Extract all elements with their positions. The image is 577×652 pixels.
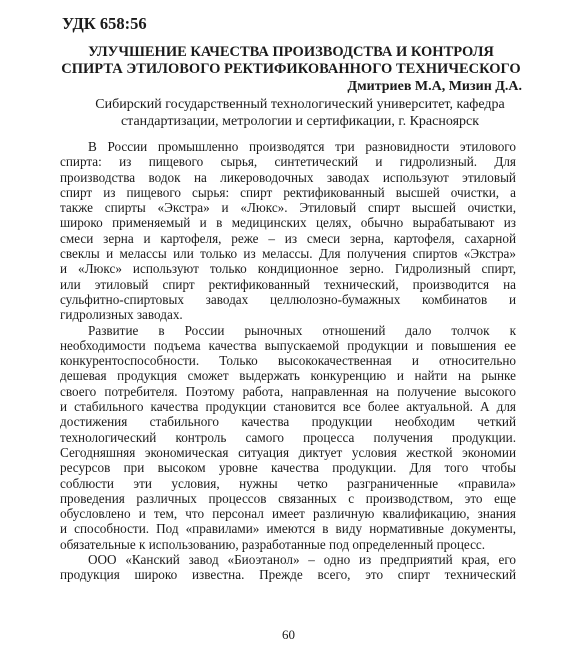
paragraph bbox=[60, 139, 516, 323]
paragraph-line: обусловлено и тем, что персонал имеет различную квалификацию, знания bbox=[60, 506, 516, 522]
paragraph-line: производства водок на ликероводочных заводах используют этиловый bbox=[60, 169, 516, 185]
paragraph-line: и «Люкс» используют только кондиционное зерно. Гидролизный спирт, bbox=[60, 261, 516, 277]
paragraph-line: продукция широко известна. Прежде всего, это спирт технический bbox=[60, 567, 516, 583]
title-line: УЛУЧШЕНИЕ КАЧЕСТВА ПРОИЗВОДСТВА И КОНТРОЛЯ bbox=[88, 44, 494, 60]
paragraph-line: технологический контроль самого процесса получения продукции. bbox=[60, 429, 516, 445]
paragraph-line: проведения различных процессов связанных с производством, это еще bbox=[60, 490, 516, 506]
paragraph-line: дешевая продукция сможет выдержать конкуренцию и найти на рынке bbox=[60, 368, 516, 384]
paragraph-line: свеклы и мелассы или только из мелассы. Для получения спиртов «Экстра» bbox=[60, 246, 516, 262]
paragraph-line: также спирты «Экстра» и «Люкс». Этиловый спирт высшей очистки, bbox=[60, 200, 516, 216]
paragraph-line: В России промышленно производятся три разновидности этилового bbox=[88, 139, 516, 154]
paragraph bbox=[60, 323, 516, 552]
paragraph-line: ресурсов при высоком уровне качества продукции. Для того чтобы bbox=[60, 460, 516, 476]
page-number: 60 bbox=[282, 627, 295, 642]
paragraph-line: гидролизных заводах. bbox=[60, 307, 183, 323]
paragraph-line: соблюсти эти условия, нужны четко разграниченные «правила» bbox=[60, 475, 516, 491]
udk-code: УДК 658:56 bbox=[62, 14, 147, 33]
paragraph-line: спирт из пищевого сырья: спирт ректификованный высшей очистки, а bbox=[60, 184, 516, 200]
paragraph-line: Развитие в России рыночных отношений дало толчок к bbox=[88, 322, 516, 338]
paragraph-line: или этиловый спирт ректификованный технический, производится на bbox=[60, 276, 516, 292]
paragraph-line: своего потребителя. Поэтому работа, направленная на получение высокого bbox=[60, 383, 516, 399]
paragraph-line: ООО «Канский завод «Биоэтанол» – одно из предприятий края, его bbox=[88, 552, 516, 568]
affiliation-line: Сибирский государственный технологический университет, кафедра bbox=[95, 97, 505, 112]
affiliation bbox=[60, 96, 540, 130]
paragraph-line: и способности. Под «правилами» имеются в виду нормативные документы, bbox=[60, 521, 516, 537]
paragraph-line: сульфитно-спиртовых заводах целлюлозно-бумажных комбинатов и bbox=[60, 291, 516, 307]
affiliation-line: стандартизации, метрологии и сертификации, г. Красноярск bbox=[120, 114, 480, 129]
paragraph-line: смеси зерна и картофеля, реже – из смеси зерна, картофеля, сахарной bbox=[60, 230, 516, 246]
title-line: СПИРТА ЭТИЛОВОГО РЕКТИФИКОВАННОГО ТЕХНИЧЕСКОГО bbox=[61, 61, 521, 77]
paragraph-line: конкурентоспособности. Только высококачественная и относительно bbox=[60, 353, 516, 369]
paragraph-line: необходимости подъема качества выпускаемой продукции и повышения ее bbox=[60, 337, 516, 353]
paragraph-line: Сегодняшняя экономическая ситуация диктует условия жесткой экономии bbox=[60, 444, 516, 460]
paragraph-line: обязательные к использованию, разработанные под определенный процесс. bbox=[60, 536, 486, 552]
paragraph-line: достижения стабильного качества продукции необходим четкий bbox=[60, 414, 516, 430]
paragraph-line: широко применяемый и в медицинских целях, обычно вырабатывают из bbox=[60, 215, 516, 231]
article-title bbox=[60, 44, 522, 78]
article-body bbox=[60, 139, 516, 583]
paragraph-line: спирта: из пищевого сырья, синтетический и гидролизный. Для bbox=[60, 154, 516, 170]
paragraph bbox=[60, 552, 516, 583]
authors: Дмитриев М.А, Мизин Д.А. bbox=[347, 79, 522, 94]
paragraph-line: и стабильного качества продукции становится все более актуальной. А для bbox=[60, 399, 516, 415]
